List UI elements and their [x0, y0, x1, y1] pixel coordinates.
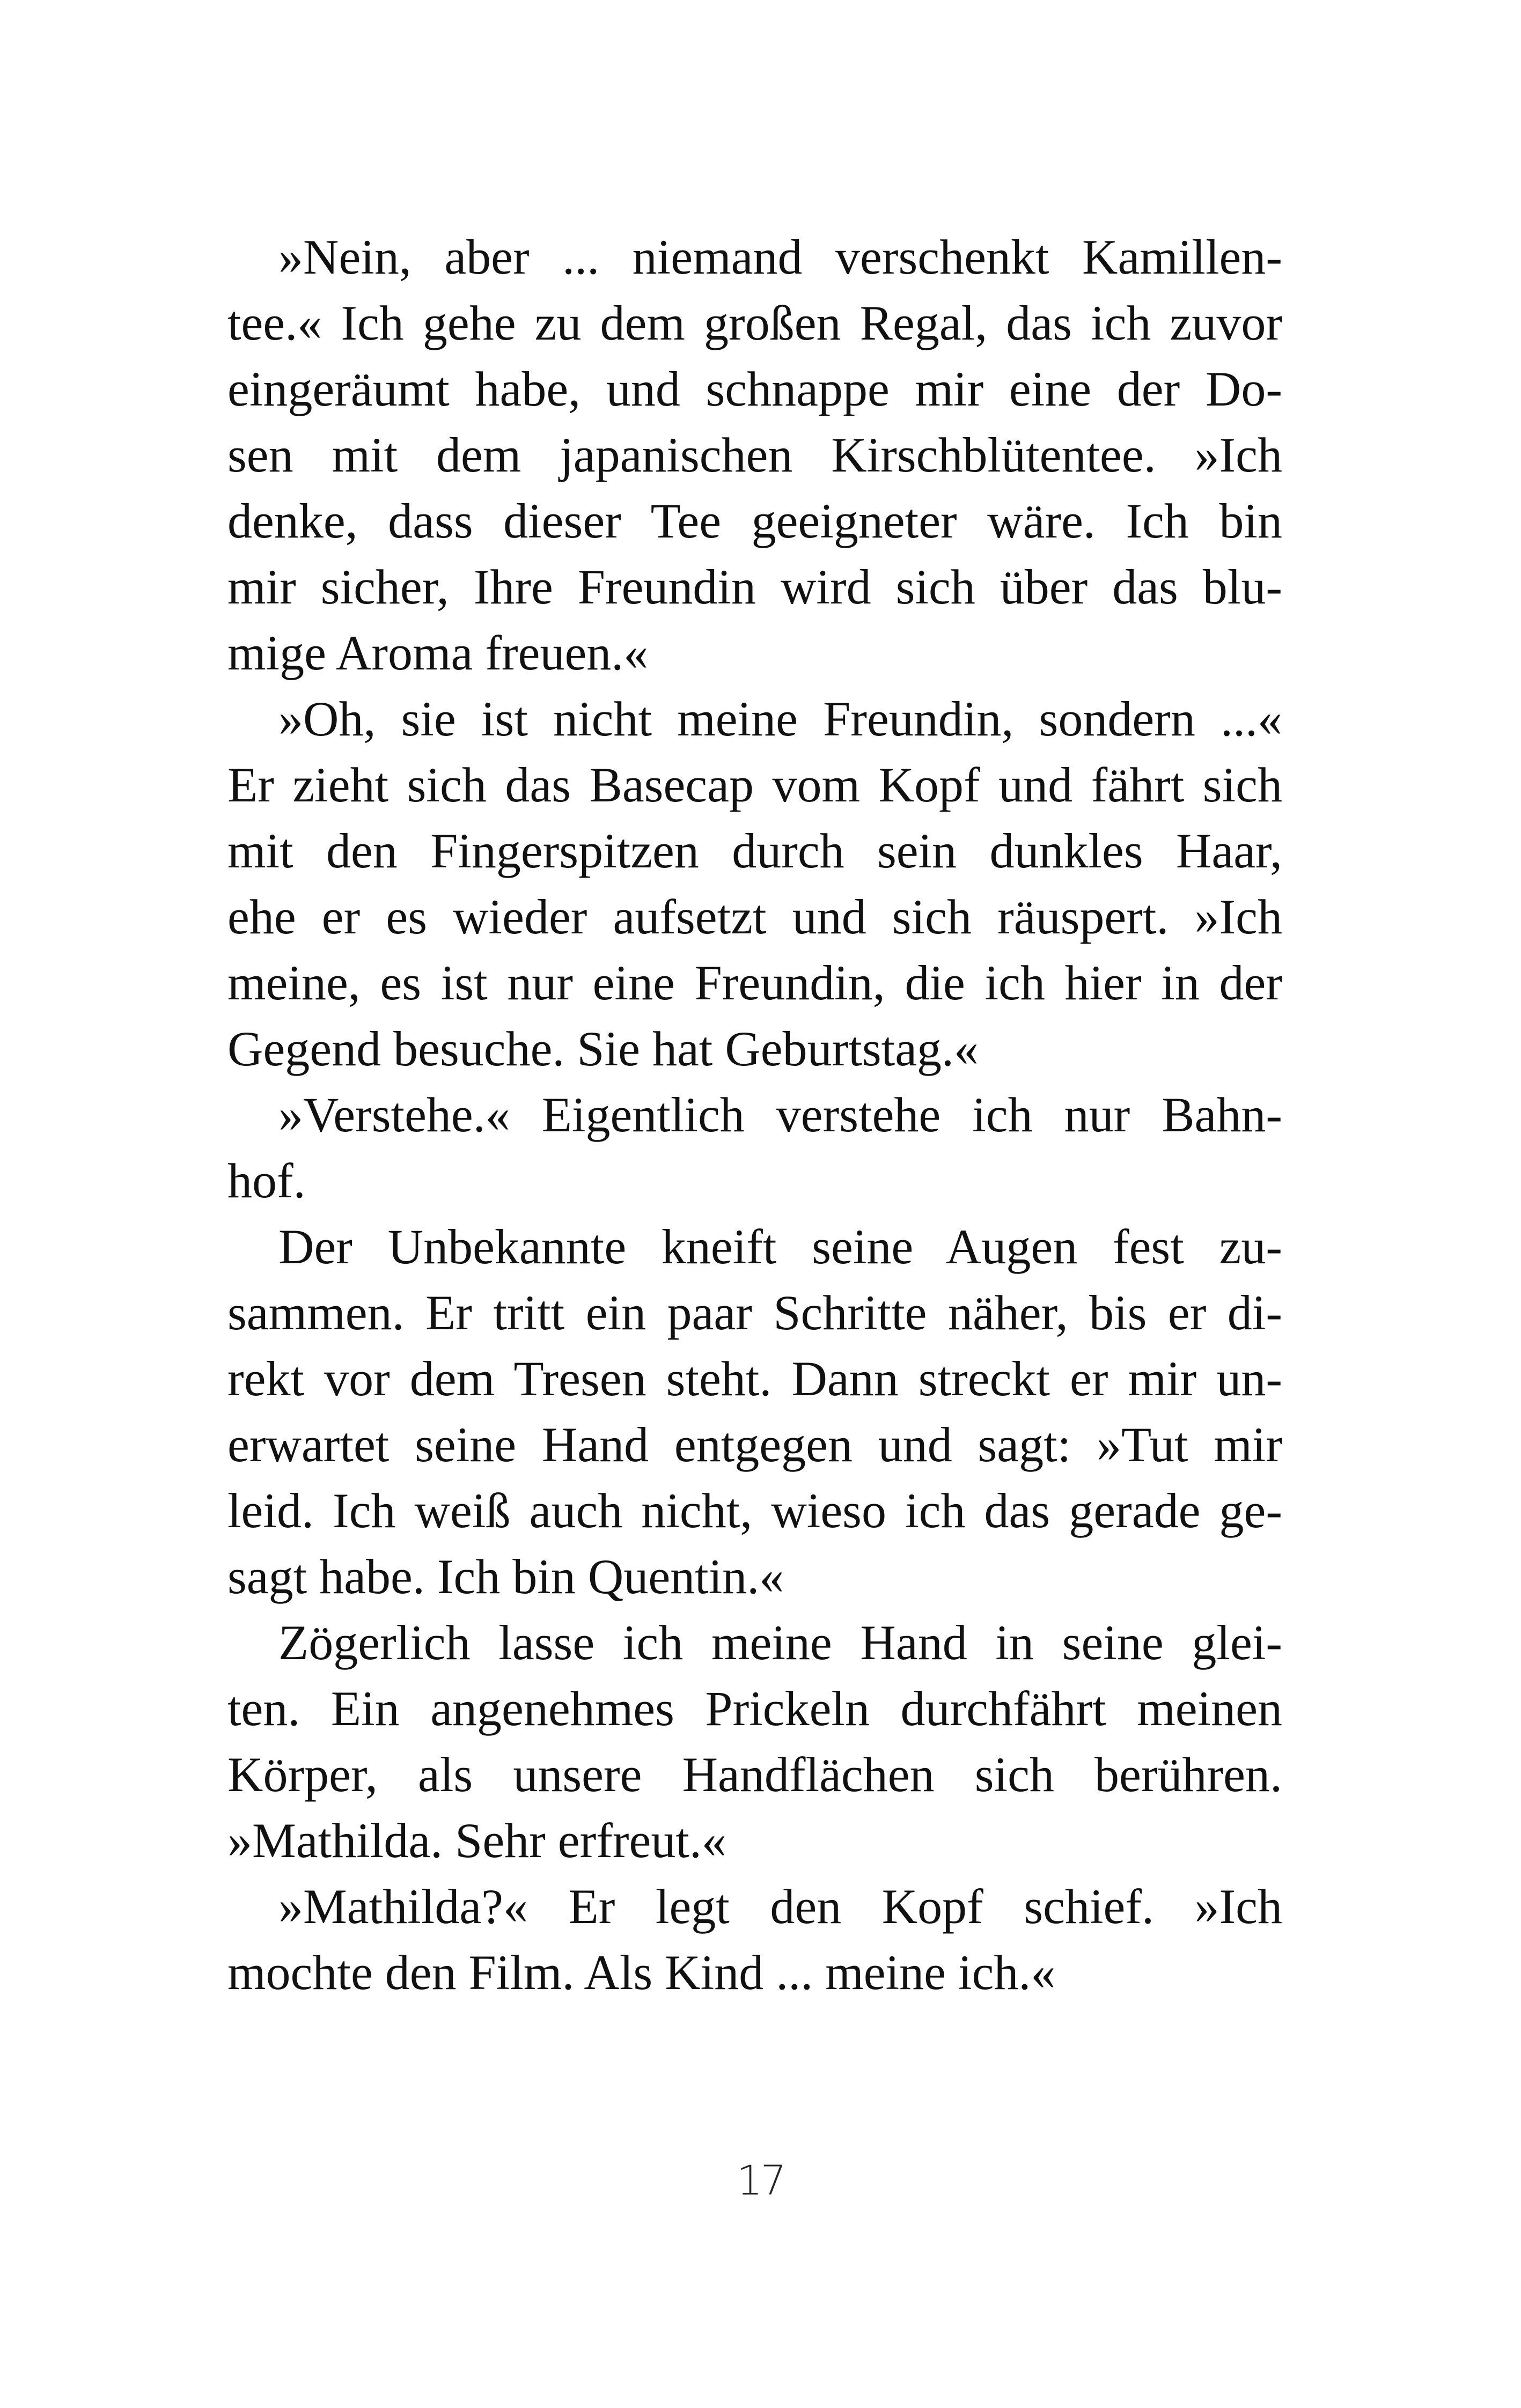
- text-line: meine, es ist nur eine Freundin, die ich hier in der: [227, 955, 1282, 1010]
- text-line: mir sicher, Ihre Freundin wird sich über das blu-: [227, 559, 1282, 614]
- text-line: »Verstehe.« Eigentlich verstehe ich nur Bahn-: [278, 1087, 1282, 1142]
- text-line: tee.« Ich gehe zu dem großen Regal, das ich zuvor: [227, 296, 1282, 350]
- text-line: ehe er es wieder aufsetzt und sich räuspert. »Ich: [227, 889, 1282, 944]
- text-line: Körper, als unsere Handflächen sich berühren.: [227, 1747, 1282, 1802]
- text-line: Zögerlich lasse ich meine Hand in seine glei-: [278, 1615, 1282, 1670]
- text-line: eingeräumt habe, und schnappe mir eine der Do-: [227, 362, 1282, 416]
- text-line: »Nein, aber ... niemand verschenkt Kamillen-: [278, 230, 1282, 284]
- text-line: rekt vor dem Tresen steht. Dann streckt er mir un-: [227, 1351, 1282, 1406]
- page-number: 17: [737, 2156, 784, 2204]
- text-line: sammen. Er tritt ein paar Schritte näher, bis er di-: [227, 1285, 1282, 1340]
- text-line: »Mathilda?« Er legt den Kopf schief. »Ich: [278, 1879, 1282, 1934]
- text-line: sen mit dem japanischen Kirschblütentee. »Ich: [227, 428, 1282, 482]
- text-line: Gegend besuche. Sie hat Geburtstag.«: [227, 1021, 979, 1076]
- text-line: hof.: [227, 1153, 306, 1208]
- text-line: mit den Fingerspitzen durch sein dunkles Haar,: [227, 823, 1282, 878]
- text-line: mochte den Film. Als Kind ... meine ich.«: [227, 1945, 1056, 2000]
- text-line: »Oh, sie ist nicht meine Freundin, sondern ...«: [278, 691, 1282, 746]
- text-line: sagt habe. Ich bin Quentin.«: [227, 1549, 784, 1604]
- body-text: [227, 224, 1282, 2006]
- text-line: mige Aroma freuen.«: [227, 625, 649, 680]
- text-line: Der Unbekannte kneift seine Augen fest zu-: [278, 1219, 1282, 1274]
- text-line: ten. Ein angenehmes Prickeln durchfährt meinen: [227, 1681, 1282, 1736]
- text-line: leid. Ich weiß auch nicht, wieso ich das gerade ge-: [227, 1483, 1282, 1538]
- text-line: erwartet seine Hand entgegen und sagt: »Tut mir: [227, 1417, 1282, 1472]
- text-line: Er zieht sich das Basecap vom Kopf und fährt sich: [227, 757, 1282, 812]
- text-line: »Mathilda. Sehr erfreut.«: [227, 1813, 726, 1868]
- text-line: denke, dass dieser Tee geeigneter wäre. Ich bin: [227, 494, 1282, 548]
